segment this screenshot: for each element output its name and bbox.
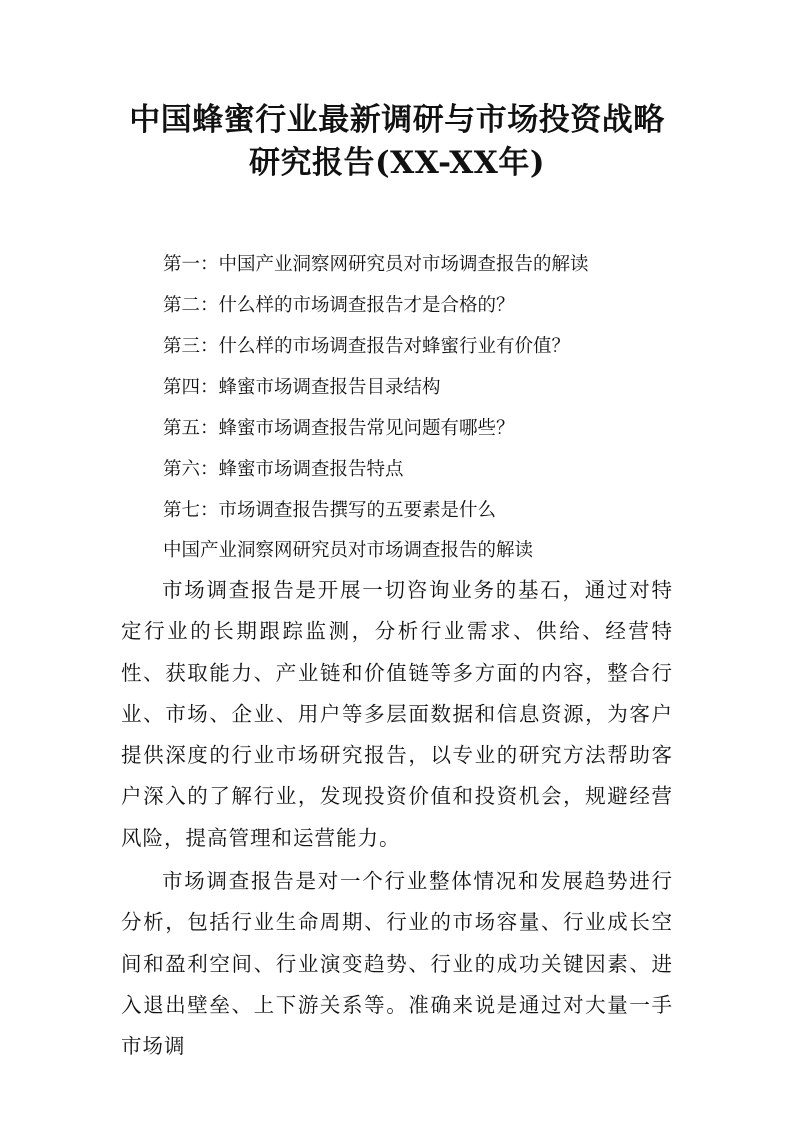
body-paragraph-2: 市场调查报告是对一个行业整体情况和发展趋势进行分析，包括行业生命周期、行业的市场容量、行业成长空间和盈利空间、行业演变趋势、行业的成功关键因素、进入退出壁垒、上下游关系等。准确来说是通过对大量一手市场调 — [121, 869, 673, 1059]
toc-item-5: 第五：蜂蜜市场调查报告常见问题有哪些？ — [163, 418, 515, 439]
toc-item-1: 第一：中国产业洞察网研究员对市场调查报告的解读 — [163, 254, 589, 275]
section-heading: 中国产业洞察网研究员对市场调查报告的解读 — [163, 540, 534, 561]
toc-item-3: 第三：什么样的市场调查报告对蜂蜜行业有价值？ — [163, 336, 571, 357]
toc-item-7: 第七：市场调查报告撰写的五要素是什么 — [163, 500, 497, 521]
document-title-line-1: 中国蜂蜜行业最新调研与市场投资战略 — [129, 102, 665, 138]
toc-item-2: 第二：什么样的市场调查报告才是合格的？ — [163, 295, 515, 316]
body-paragraph-1: 市场调查报告是开展一切咨询业务的基石，通过对特定行业的长期跟踪监测，分析行业需求、供给、经营特性、获取能力、产业链和价值链等多方面的内容，整合行业、市场、企业、用户等多层面数据和信息资源，为客户提供深度的行业市场研究报告，以专业的研究方法帮助客户深入的了解行业，发现投资价值和投资机会，规避经营风险，提高管理和运营能力。 — [121, 578, 673, 850]
table-of-contents — [163, 244, 589, 531]
toc-item-6: 第六：蜂蜜市场调查报告特点 — [163, 459, 404, 480]
toc-item-4: 第四：蜂蜜市场调查报告目录结构 — [163, 377, 441, 398]
document-title-line-2: 研究报告(XX-XX年) — [248, 145, 546, 181]
